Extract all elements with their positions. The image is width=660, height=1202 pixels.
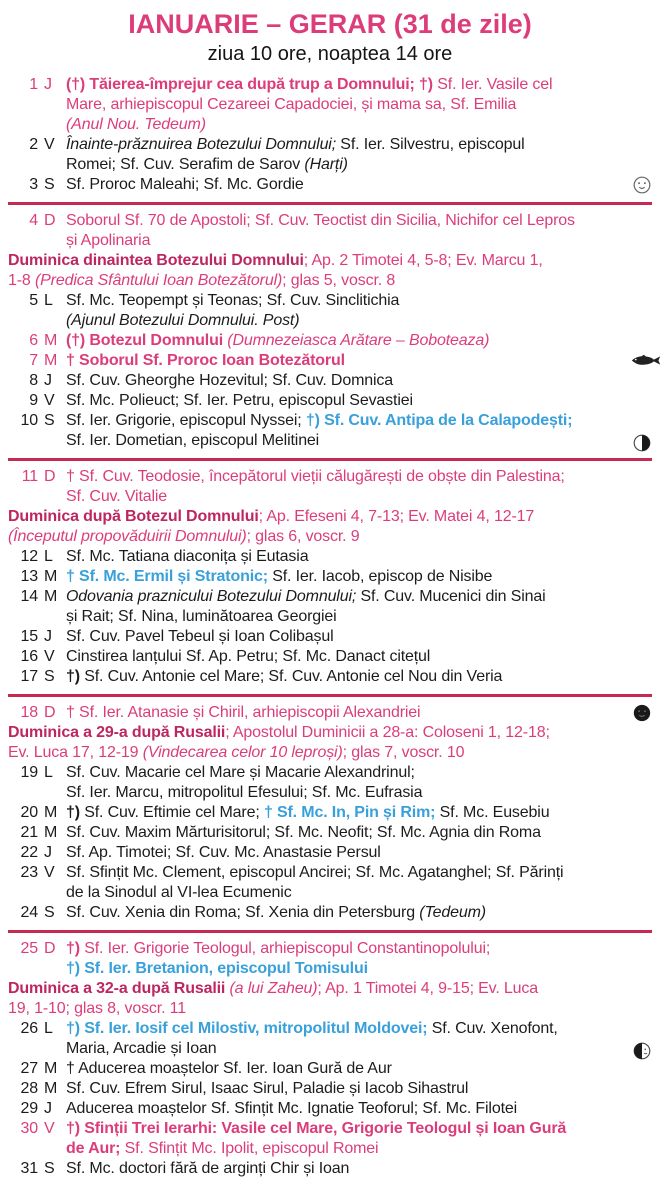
text-segment: ; Ap. 2 Timotei 4, 5-8; Ev. Marcu 1, (303, 252, 543, 269)
text-segment: Ev. Luca 17, 12-19 (8, 744, 143, 761)
weekday-letter: L (44, 764, 53, 781)
text-segment: Înainte-prăznuirea Botezului Domnului; (66, 136, 337, 153)
sunday-header-text (8, 251, 652, 291)
day-text (66, 1079, 652, 1099)
day-number: 7 (29, 352, 38, 369)
weekday-letter: S (44, 176, 55, 193)
day-text (66, 667, 652, 687)
day-number: 16 (20, 648, 38, 665)
sunday-header-row (8, 507, 652, 547)
text-segment: † Sf. Mc. In, Pin și Rim; (263, 804, 436, 821)
day-row (8, 331, 652, 351)
text-segment: Sf. Cuv. Mucenici din Sinai (356, 588, 546, 605)
text-segment: † Sf. Ier. Atanasie și Chiril, arhiepiscopii Alexandriei (66, 704, 421, 721)
text-segment: Sf. Cuv. Pavel Tebeul și Ioan Colibașul (66, 628, 334, 645)
day-text (66, 823, 652, 843)
day-label (8, 587, 66, 607)
moon-full-face-icon (630, 175, 652, 195)
day-row (8, 903, 652, 923)
day-label (8, 331, 66, 351)
day-row (8, 567, 652, 587)
day-row (8, 371, 652, 391)
text-segment: ; glas 7, voscr. 10 (342, 744, 465, 761)
text-segment: Sf. Ier. Iacob, episcop de Nisibe (267, 568, 493, 585)
day-text (66, 371, 652, 391)
day-row (8, 1019, 652, 1059)
weekday-letter: V (44, 392, 55, 409)
day-label (8, 667, 66, 687)
text-segment: Mare, arhiepiscopul Cezareei Capadociei, și mama sa, Sf. Emilia (66, 96, 517, 113)
day-number: 2 (29, 136, 38, 153)
day-text (66, 647, 652, 667)
day-number: 19 (20, 764, 38, 781)
text-segment: și Apolinaria (66, 232, 151, 249)
day-row (8, 1159, 652, 1179)
section-divider (8, 694, 652, 697)
weekday-letter: J (44, 844, 52, 861)
day-text (66, 547, 652, 567)
weekday-letter: M (44, 824, 58, 841)
text-segment: (Tedeum) (419, 904, 486, 921)
day-number: 12 (20, 548, 38, 565)
text-segment: (Predica Sfântului Ioan Botezătorul) (34, 272, 283, 289)
text-segment: (†) Tăierea-împrejur cea după trup a Domnului; †) (66, 76, 433, 93)
section-divider (8, 458, 652, 461)
day-label (8, 647, 66, 667)
text-segment: Sf. Ier. Silvestru, episcopul (336, 136, 525, 153)
day-text (66, 843, 652, 863)
text-segment: †) Sf. Ier. Bretanion, episcopul Tomisului (66, 960, 368, 977)
day-label (8, 75, 66, 95)
day-row (8, 467, 652, 507)
day-text (66, 1099, 652, 1119)
day-text (66, 411, 652, 451)
text-segment: Sf. Mc. Eusebiu (435, 804, 550, 821)
day-row (8, 411, 652, 451)
text-segment: Sf. Cuv. Gheorghe Hozevitul; Sf. Cuv. Domnica (66, 372, 394, 389)
text-segment: (Harți) (304, 156, 348, 173)
moon-new-icon (630, 703, 652, 723)
day-label (8, 1119, 66, 1139)
text-segment: Duminica a 29-a după Rusalii (8, 724, 226, 741)
day-label (8, 939, 66, 959)
weekday-letter: J (44, 1100, 52, 1117)
weekday-letter: L (44, 292, 53, 309)
day-number: 15 (20, 628, 38, 645)
day-row (8, 647, 652, 667)
day-text (66, 211, 652, 251)
text-segment: †) Sfinții Trei Ierarhi: Vasile cel Mare, Grigorie Teologul și Ioan Gură (66, 1120, 567, 1137)
text-segment: (Începutul propovăduirii Domnului) (8, 528, 247, 545)
weekday-letter: L (44, 548, 53, 565)
day-text (66, 331, 652, 351)
day-number: 4 (29, 212, 38, 229)
day-number: 26 (20, 1020, 38, 1037)
fish-icon (630, 351, 652, 371)
text-segment: de Aur; (66, 1140, 121, 1157)
day-number: 1 (29, 76, 38, 93)
day-text (66, 291, 652, 331)
day-number: 14 (20, 588, 38, 605)
moon-last-quarter-icon (630, 433, 652, 453)
weekday-letter: M (44, 804, 58, 821)
weekday-letter: M (44, 588, 58, 605)
weekday-letter: S (44, 1160, 55, 1177)
day-number: 23 (20, 864, 38, 881)
weekday-letter: D (44, 212, 56, 229)
day-text (66, 175, 652, 195)
text-segment: ; Apostolul Duminicii a 28-a: Coloseni 1, 12-18; (225, 724, 550, 741)
sunday-header-text (8, 723, 652, 763)
text-segment: Aducerea moaștelor Sf. Sfințit Mc. Ignatie Teoforul; Sf. Mc. Filotei (66, 1100, 518, 1117)
text-segment: Odovania praznicului Botezului Domnului; (66, 588, 357, 605)
day-label (8, 703, 66, 723)
weekday-letter: V (44, 136, 55, 153)
weekday-letter: M (44, 332, 58, 349)
day-label (8, 351, 66, 371)
day-row (8, 211, 652, 251)
day-number: 30 (20, 1120, 38, 1137)
day-row (8, 291, 652, 331)
day-label (8, 567, 66, 587)
text-segment: Sf. Cuv. Efrem Sirul, Isaac Sirul, Paladie și Iacob Sihastrul (66, 1080, 469, 1097)
weekday-letter: J (44, 372, 52, 389)
weekday-letter: D (44, 468, 56, 485)
day-label (8, 1019, 66, 1039)
day-row (8, 823, 652, 843)
weekday-letter: M (44, 1060, 58, 1077)
weekday-letter: V (44, 864, 55, 881)
day-text (66, 703, 652, 723)
day-label (8, 467, 66, 487)
weekday-letter: D (44, 704, 56, 721)
day-row (8, 1059, 652, 1079)
day-text (66, 627, 652, 647)
text-segment: Sf. Mc. doctori fără de arginți Chir și Ioan (66, 1160, 350, 1177)
text-segment: †) (66, 940, 80, 957)
day-text (66, 903, 652, 923)
day-number: 11 (21, 468, 38, 485)
day-text (66, 1059, 652, 1079)
text-segment: † Sf. Cuv. Teodosie, începătorul vieții călugărești de obște din Palestina; (66, 468, 565, 485)
text-segment: Sf. Sfințit Mc. Ipolit, episcopul Romei (120, 1140, 379, 1157)
weekday-letter: M (44, 1080, 58, 1097)
day-label (8, 763, 66, 783)
day-row (8, 587, 652, 627)
text-segment: Sf. Ier. Dometian, episcopul Melitinei (66, 432, 320, 449)
day-text (66, 351, 652, 371)
day-label (8, 135, 66, 155)
day-number: 20 (20, 804, 38, 821)
text-segment: Sf. Cuv. Xenia din Roma; Sf. Xenia din Petersburg (66, 904, 420, 921)
day-number: 22 (20, 844, 38, 861)
text-segment: † Soborul Sf. Proroc Ioan Botezătorul (66, 352, 345, 369)
day-number: 6 (29, 332, 38, 349)
day-row (8, 175, 652, 195)
weekday-letter: S (44, 904, 55, 921)
text-segment: ; glas 6, voscr. 9 (246, 528, 360, 545)
text-segment: 1-8 (8, 272, 35, 289)
day-text (66, 587, 652, 627)
day-row (8, 667, 652, 687)
day-text (66, 467, 652, 507)
text-segment: † Aducerea moaștelor Sf. Ier. Ioan Gură de Aur (66, 1060, 392, 1077)
day-label (8, 823, 66, 843)
text-segment: (Dumnezeiasca Arătare – Boboteaza) (227, 332, 490, 349)
day-night-hours: ziua 10 ore, noaptea 14 ore (207, 43, 453, 65)
day-text (66, 763, 652, 803)
day-label (8, 1059, 66, 1079)
text-segment: (a lui Zaheu) (229, 980, 318, 997)
day-row (8, 803, 652, 823)
day-number: 3 (29, 176, 38, 193)
day-label (8, 291, 66, 311)
text-segment: (Ajunul Botezului Domnului. Post) (66, 312, 300, 329)
day-label (8, 391, 66, 411)
day-label (8, 1159, 66, 1179)
day-label (8, 547, 66, 567)
text-segment: Cinstirea lanțului Sf. Ap. Petru; Sf. Mc. Danact citețul (66, 648, 431, 665)
day-label (8, 843, 66, 863)
text-segment: †) (66, 804, 80, 821)
weekday-letter: S (44, 412, 55, 429)
day-label (8, 371, 66, 391)
text-segment: (†) Botezul Domnului (66, 332, 228, 349)
day-number: 18 (20, 704, 38, 721)
day-row (8, 547, 652, 567)
day-row (8, 763, 652, 803)
day-number: 5 (29, 292, 38, 309)
day-text (66, 1019, 652, 1059)
text-segment: Sf. Cuv. Eftimie cel Mare; (79, 804, 264, 821)
text-segment: (Vindecarea celor 10 leproși) (142, 744, 343, 761)
day-text (66, 75, 652, 135)
day-label (8, 903, 66, 923)
text-segment: Sf. Mc. Tatiana diaconița și Eutasia (66, 548, 309, 565)
day-label (8, 1079, 66, 1099)
text-segment: †) Sf. Ier. Iosif cel Milostiv, mitropolitul Moldovei; (66, 1020, 428, 1037)
text-segment: Sf. Ier. Grigorie, episcopul Nyssei; (66, 412, 306, 429)
weekday-letter: L (44, 1020, 53, 1037)
section-divider (8, 202, 652, 205)
weekday-letter: V (44, 648, 55, 665)
day-text (66, 803, 652, 823)
day-number: 21 (20, 824, 38, 841)
day-row (8, 135, 652, 175)
day-number: 29 (20, 1100, 38, 1117)
text-segment: †) Sf. Cuv. Antipa de la Calapodești; (305, 412, 573, 429)
day-row (8, 843, 652, 863)
day-number: 13 (20, 568, 38, 585)
text-segment: și Rait; Sf. Nina, luminătoarea Georgiei (66, 608, 337, 625)
text-segment: Sf. Cuv. Macarie cel Mare și Macarie Alexandrinul; (66, 764, 415, 781)
day-label (8, 411, 66, 431)
text-segment: †) (66, 668, 80, 685)
text-segment: Sf. Mc. Polieuct; Sf. Ier. Petru, episcopul Sevastiei (66, 392, 413, 409)
day-number: 24 (20, 904, 38, 921)
day-row (8, 627, 652, 647)
day-row (8, 75, 652, 135)
day-label (8, 1099, 66, 1119)
weekday-letter: J (44, 76, 52, 93)
text-segment: Duminica dinaintea Botezului Domnului (8, 252, 304, 269)
text-segment: Sf. Proroc Maleahi; Sf. Mc. Gordie (66, 176, 304, 193)
text-segment: ; Ap. Efeseni 4, 7-13; Ev. Matei 4, 12-17 (258, 508, 535, 525)
day-number: 8 (29, 372, 38, 389)
moon-first-quarter-icon (630, 1041, 652, 1061)
text-segment: 19, 1-10; glas 8, voscr. 11 (8, 1000, 186, 1017)
day-row (8, 1099, 652, 1119)
text-segment: Duminica după Botezul Domnului (8, 508, 259, 525)
sunday-header-text (8, 507, 652, 547)
day-text (66, 135, 652, 175)
sunday-header-row (8, 979, 652, 1019)
weekday-letter: M (44, 352, 58, 369)
day-label (8, 175, 66, 195)
text-segment: Soborul Sf. 70 de Apostoli; Sf. Cuv. Teoctist din Sicilia, Nichifor cel Lepros (66, 212, 575, 229)
day-row (8, 703, 652, 723)
day-text (66, 863, 652, 903)
day-number: 28 (20, 1080, 38, 1097)
text-segment: Sf. Cuv. Vitalie (66, 488, 168, 505)
text-segment: Romei; Sf. Cuv. Serafim de Sarov (66, 156, 305, 173)
weekday-letter: V (44, 1120, 55, 1137)
sunday-header-row (8, 251, 652, 291)
text-segment: Sf. Cuv. Xenofont, (427, 1020, 558, 1037)
text-segment: Sf. Ier. Marcu, mitropolitul Efesului; Sf. Mc. Eufrasia (66, 784, 423, 801)
text-segment: Sf. Cuv. Antonie cel Mare; Sf. Cuv. Antonie cel Nou din Veria (79, 668, 503, 685)
day-number: 27 (20, 1060, 38, 1077)
day-row (8, 1079, 652, 1099)
day-text (66, 391, 652, 411)
section-divider (8, 930, 652, 933)
calendar-body (8, 75, 652, 1179)
weekday-letter: J (44, 628, 52, 645)
text-segment: ; glas 5, voscr. 8 (282, 272, 396, 289)
text-segment: Sf. Mc. Teopempt și Teonas; Sf. Cuv. Sinclitichia (66, 292, 400, 309)
day-label (8, 211, 66, 231)
text-segment: de la Sinodul al VI-lea Ecumenic (66, 884, 292, 901)
text-segment: Sf. Ap. Timotei; Sf. Cuv. Mc. Anastasie Persul (66, 844, 381, 861)
text-segment: Sf. Ier. Vasile cel (432, 76, 553, 93)
text-segment: (Anul Nou. Tedeum) (66, 116, 206, 133)
day-text (66, 939, 652, 979)
sunday-header-text (8, 979, 652, 1019)
day-row (8, 351, 652, 371)
text-segment: Duminica a 32-a după Rusalii (8, 980, 230, 997)
day-text (66, 1159, 652, 1179)
day-label (8, 863, 66, 883)
weekday-letter: S (44, 668, 55, 685)
sunday-header-row (8, 723, 652, 763)
text-segment: Maria, Arcadie și Ioan (66, 1040, 217, 1057)
day-row (8, 1119, 652, 1159)
day-label (8, 803, 66, 823)
weekday-letter: M (44, 568, 58, 585)
day-number: 9 (29, 392, 38, 409)
day-number: 25 (20, 940, 38, 957)
text-segment: Sf. Ier. Grigorie Teologul, arhiepiscopul Constantinopolului; (79, 940, 491, 957)
day-number: 10 (20, 412, 38, 429)
text-segment: † Sf. Mc. Ermil și Stratonic; (66, 568, 268, 585)
month-title: IANUARIE – GERAR (31 de zile) (128, 9, 532, 39)
day-label (8, 627, 66, 647)
day-row (8, 391, 652, 411)
day-row (8, 863, 652, 903)
day-row (8, 939, 652, 979)
text-segment: ; Ap. 1 Timotei 4, 9-15; Ev. Luca (317, 980, 539, 997)
text-segment: Sf. Cuv. Maxim Mărturisitorul; Sf. Mc. Neofit; Sf. Mc. Agnia din Roma (66, 824, 541, 841)
day-number: 17 (20, 668, 38, 685)
weekday-letter: D (44, 940, 56, 957)
text-segment: Sf. Sfințit Mc. Clement, episcopul Ancirei; Sf. Mc. Agatanghel; Sf. Părinți (66, 864, 564, 881)
day-text (66, 567, 652, 587)
day-number: 31 (20, 1160, 38, 1177)
day-text (66, 1119, 652, 1159)
